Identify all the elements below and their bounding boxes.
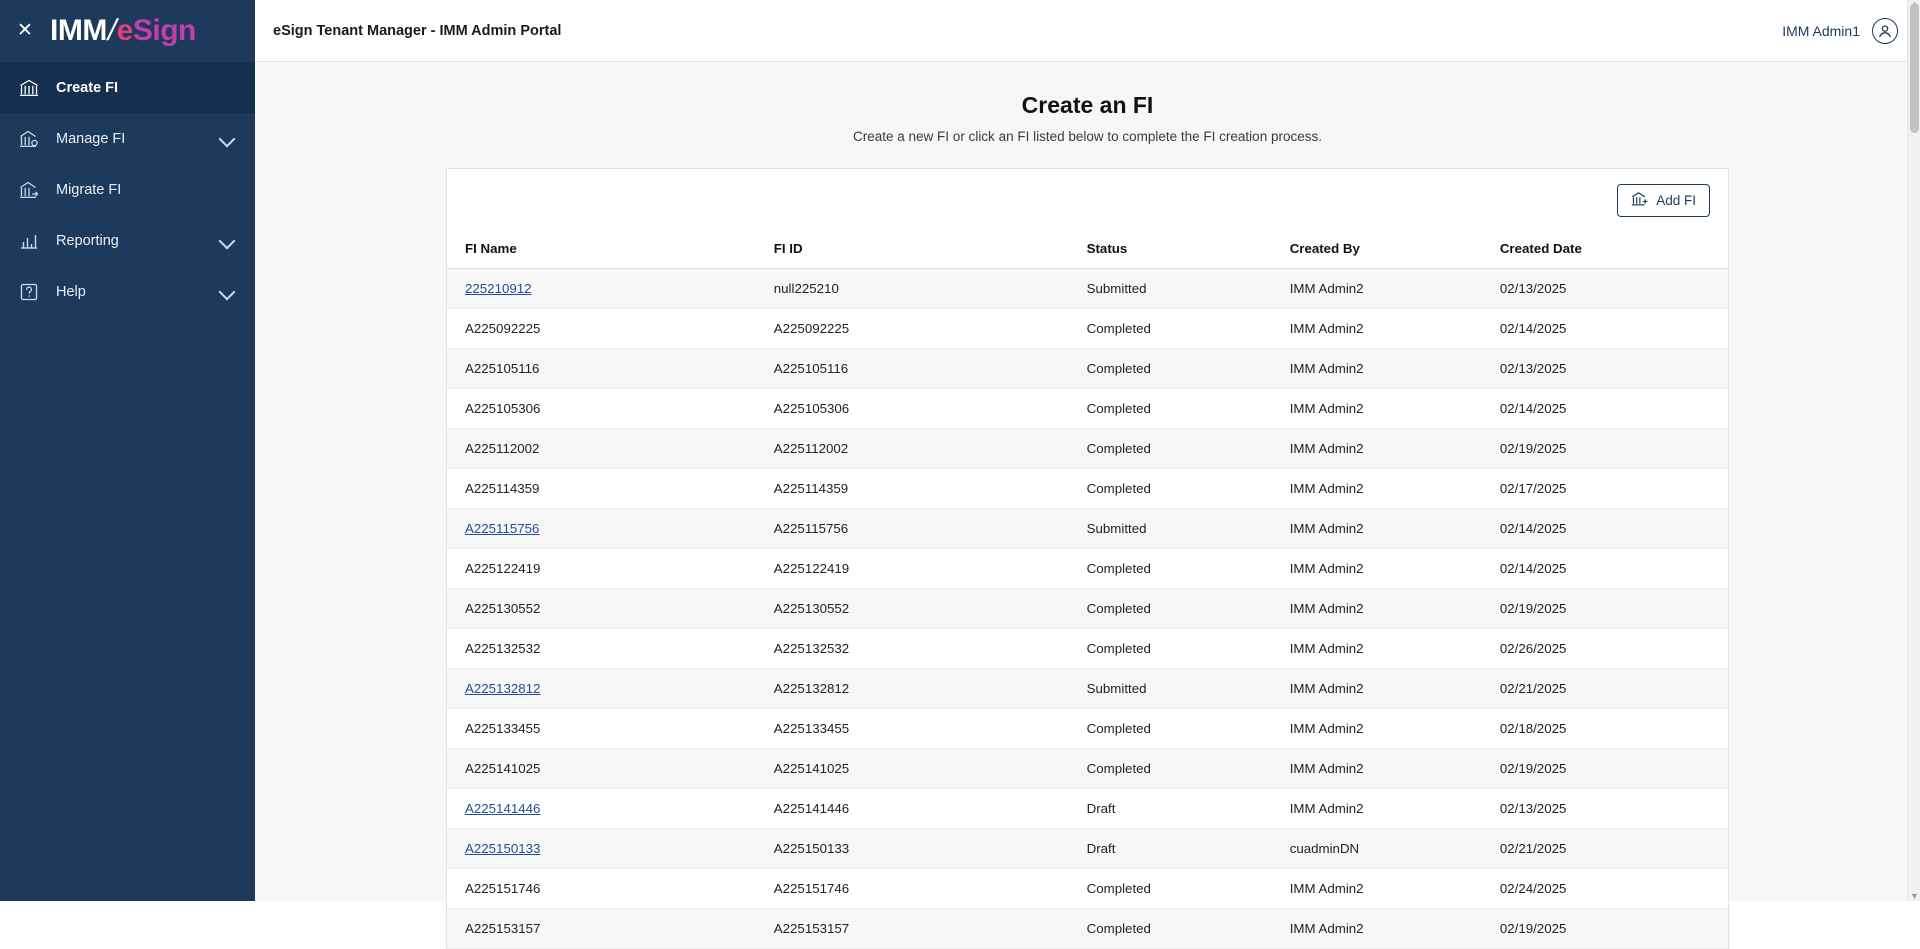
cell-created-date: 02/13/2025 (1492, 269, 1728, 309)
cell-status: Draft (1079, 829, 1282, 869)
cell-created-by: IMM Admin2 (1282, 389, 1492, 429)
cell-created-by: IMM Admin2 (1282, 429, 1492, 469)
fi-name-link[interactable]: 225210912 (465, 281, 532, 296)
bank-gear-icon (16, 130, 42, 148)
cell-fi-name (447, 589, 766, 629)
sidebar-item-label: Create FI (56, 79, 119, 96)
cell-created-by: IMM Admin2 (1282, 309, 1492, 349)
fi-name-text: A225132532 (465, 641, 541, 656)
cell-created-date: 02/14/2025 (1492, 509, 1728, 549)
cell-status: Submitted (1079, 269, 1282, 309)
cell-created-date: 02/21/2025 (1492, 669, 1728, 709)
cell-fi-name (447, 789, 766, 829)
cell-fi-id: A225141025 (766, 749, 1079, 789)
sidebar-nav (0, 62, 255, 317)
cell-status: Completed (1079, 549, 1282, 589)
column-header-fi-id[interactable]: FI ID (766, 231, 1079, 269)
cell-fi-name (447, 629, 766, 669)
fi-list-card (446, 168, 1729, 949)
cell-fi-name (447, 869, 766, 909)
table-row (447, 389, 1728, 429)
cell-fi-name (447, 469, 766, 509)
table-row (447, 589, 1728, 629)
cell-created-date: 02/18/2025 (1492, 709, 1728, 749)
logo (50, 14, 196, 48)
cell-fi-id: A225141446 (766, 789, 1079, 829)
sidebar-item-reporting[interactable] (0, 215, 255, 266)
cell-status: Completed (1079, 349, 1282, 389)
cell-created-date: 02/26/2025 (1492, 629, 1728, 669)
fi-name-text: A225112002 (465, 441, 540, 456)
bank-arrow-icon (16, 181, 42, 199)
sidebar (0, 0, 255, 901)
sidebar-item-manage-fi[interactable] (0, 113, 255, 164)
fi-name-link[interactable]: A225141446 (465, 801, 541, 816)
table-row (447, 429, 1728, 469)
cell-status: Submitted (1079, 669, 1282, 709)
fi-name-text: A225114359 (465, 481, 540, 496)
add-fi-button[interactable] (1617, 184, 1710, 217)
chevron-down-icon[interactable] (219, 232, 236, 249)
cell-fi-name (447, 309, 766, 349)
fi-name-text: A225133455 (465, 721, 541, 736)
table-row (447, 629, 1728, 669)
fi-table (447, 231, 1728, 949)
cell-created-date: 02/21/2025 (1492, 829, 1728, 869)
cell-status: Completed (1079, 629, 1282, 669)
page-subtitle: Create a new FI or click an FI listed below to complete the FI creation process. (853, 129, 1322, 144)
column-header-created-date[interactable]: Created Date (1492, 231, 1728, 269)
table-row (447, 829, 1728, 869)
cell-fi-id: A225133455 (766, 709, 1079, 749)
cell-fi-id: A225151746 (766, 869, 1079, 909)
cell-created-by: IMM Admin2 (1282, 669, 1492, 709)
cell-created-date: 02/19/2025 (1492, 749, 1728, 789)
cell-fi-id: A225092225 (766, 309, 1079, 349)
cell-created-by: IMM Admin2 (1282, 269, 1492, 309)
fi-name-text: A225130552 (465, 601, 541, 616)
add-fi-label: Add FI (1656, 192, 1696, 208)
cell-fi-id: A225150133 (766, 829, 1079, 869)
table-row (447, 469, 1728, 509)
column-header-status[interactable]: Status (1079, 231, 1282, 269)
table-row (447, 549, 1728, 589)
cell-created-date: 02/13/2025 (1492, 789, 1728, 829)
cell-fi-name (447, 829, 766, 869)
cell-created-date: 02/19/2025 (1492, 909, 1728, 949)
cell-fi-id: A225130552 (766, 589, 1079, 629)
fi-table-head (447, 231, 1728, 269)
cell-status: Completed (1079, 589, 1282, 629)
table-header-row (447, 231, 1728, 269)
table-row (447, 269, 1728, 309)
sidebar-item-label: Help (56, 283, 86, 300)
table-row (447, 909, 1728, 949)
cell-created-by: IMM Admin2 (1282, 509, 1492, 549)
scroll-down-arrow[interactable]: ▼ (1910, 891, 1919, 901)
chevron-down-icon[interactable] (219, 283, 236, 300)
cell-created-date: 02/14/2025 (1492, 309, 1728, 349)
page-title: Create an FI (1021, 92, 1154, 118)
cell-created-date: 02/19/2025 (1492, 589, 1728, 629)
cell-created-by: IMM Admin2 (1282, 589, 1492, 629)
chevron-down-icon[interactable] (219, 130, 236, 147)
cell-created-by: IMM Admin2 (1282, 749, 1492, 789)
bank-plus-icon (1631, 191, 1648, 210)
fi-name-text: A225141025 (465, 761, 541, 776)
logo-sign: Sign (132, 14, 196, 47)
fi-name-link[interactable]: A225115756 (465, 521, 540, 536)
close-icon[interactable]: ✕ (17, 20, 33, 41)
cell-fi-id: null225210 (766, 269, 1079, 309)
fi-name-text: A225151746 (465, 881, 541, 896)
cell-status: Completed (1079, 469, 1282, 509)
cell-status: Completed (1079, 909, 1282, 949)
sidebar-item-label: Manage FI (56, 130, 126, 147)
cell-fi-name (447, 669, 766, 709)
content-area (255, 62, 1920, 949)
cell-created-by: IMM Admin2 (1282, 349, 1492, 389)
cell-status: Completed (1079, 429, 1282, 469)
cell-fi-id: A225153157 (766, 909, 1079, 949)
bar-chart-icon (16, 232, 42, 250)
user-name: IMM Admin1 (1782, 22, 1860, 39)
cell-created-date: 02/14/2025 (1492, 549, 1728, 589)
cell-status: Submitted (1079, 509, 1282, 549)
table-row (447, 349, 1728, 389)
table-row (447, 789, 1728, 829)
cell-status: Completed (1079, 709, 1282, 749)
cell-created-date: 02/17/2025 (1492, 469, 1728, 509)
cell-status: Completed (1079, 309, 1282, 349)
cell-fi-id: A225105306 (766, 389, 1079, 429)
cell-created-by: IMM Admin2 (1282, 709, 1492, 749)
help-icon (16, 283, 42, 301)
cell-created-by: cuadminDN (1282, 829, 1492, 869)
cell-fi-id: A225112002 (766, 429, 1079, 469)
cell-status: Completed (1079, 749, 1282, 789)
logo-e: e (116, 14, 133, 47)
fi-name-text: A225105306 (465, 401, 541, 416)
table-row (447, 509, 1728, 549)
bank-icon (16, 79, 42, 97)
cell-fi-id: A225132812 (766, 669, 1079, 709)
user-circle-icon[interactable] (1872, 18, 1898, 44)
fi-name-text: A225092225 (465, 321, 541, 336)
scrollbar-thumb[interactable] (1910, 3, 1919, 133)
sidebar-item-create-fi[interactable] (0, 62, 255, 113)
sidebar-item-help[interactable] (0, 266, 255, 317)
column-header-fi-name[interactable]: FI Name (447, 231, 766, 269)
fi-table-body (447, 269, 1728, 949)
cell-fi-name (447, 709, 766, 749)
fi-name-link[interactable]: A225132812 (465, 681, 541, 696)
cell-fi-id: A225122419 (766, 549, 1079, 589)
cell-status: Completed (1079, 869, 1282, 909)
cell-fi-name (447, 389, 766, 429)
logo-imm: IMM (50, 14, 107, 47)
cell-fi-name (447, 349, 766, 389)
fi-name-text: A225105116 (465, 361, 540, 376)
table-row (447, 869, 1728, 909)
cell-fi-name (447, 549, 766, 589)
table-row (447, 669, 1728, 709)
cell-status: Completed (1079, 389, 1282, 429)
table-row (447, 749, 1728, 789)
cell-created-date: 02/24/2025 (1492, 869, 1728, 909)
cell-created-date: 02/14/2025 (1492, 389, 1728, 429)
sidebar-item-label: Migrate FI (56, 181, 122, 198)
cell-fi-id: A225115756 (766, 509, 1079, 549)
cell-created-by: IMM Admin2 (1282, 469, 1492, 509)
logo-slash: / (104, 14, 120, 47)
cell-status: Draft (1079, 789, 1282, 829)
cell-fi-id: A225105116 (766, 349, 1079, 389)
cell-fi-name (447, 509, 766, 549)
cell-created-by: IMM Admin2 (1282, 909, 1492, 949)
cell-created-by: IMM Admin2 (1282, 869, 1492, 909)
page-scrollbar[interactable] (1907, 0, 1920, 901)
cell-fi-name (447, 429, 766, 469)
fi-name-link[interactable]: A225150133 (465, 841, 541, 856)
sidebar-item-migrate-fi[interactable] (0, 164, 255, 215)
cell-fi-id: A225114359 (766, 469, 1079, 509)
table-row (447, 709, 1728, 749)
column-header-created-by[interactable]: Created By (1282, 231, 1492, 269)
cell-created-by: IMM Admin2 (1282, 549, 1492, 589)
cell-fi-name (447, 909, 766, 949)
cell-created-date: 02/13/2025 (1492, 349, 1728, 389)
sidebar-header (0, 0, 255, 62)
cell-created-by: IMM Admin2 (1282, 789, 1492, 829)
fi-name-text: A225153157 (465, 921, 541, 936)
table-row (447, 309, 1728, 349)
topbar-right (1782, 18, 1898, 44)
cell-fi-name (447, 269, 766, 309)
sidebar-item-label: Reporting (56, 232, 119, 249)
main-area (255, 0, 1920, 936)
cell-created-date: 02/19/2025 (1492, 429, 1728, 469)
page-header-title: eSign Tenant Manager - IMM Admin Portal (273, 22, 562, 39)
card-toolbar (447, 169, 1728, 231)
cell-fi-name (447, 749, 766, 789)
fi-name-text: A225122419 (465, 561, 541, 576)
topbar (255, 0, 1920, 62)
cell-created-by: IMM Admin2 (1282, 629, 1492, 669)
cell-fi-id: A225132532 (766, 629, 1079, 669)
